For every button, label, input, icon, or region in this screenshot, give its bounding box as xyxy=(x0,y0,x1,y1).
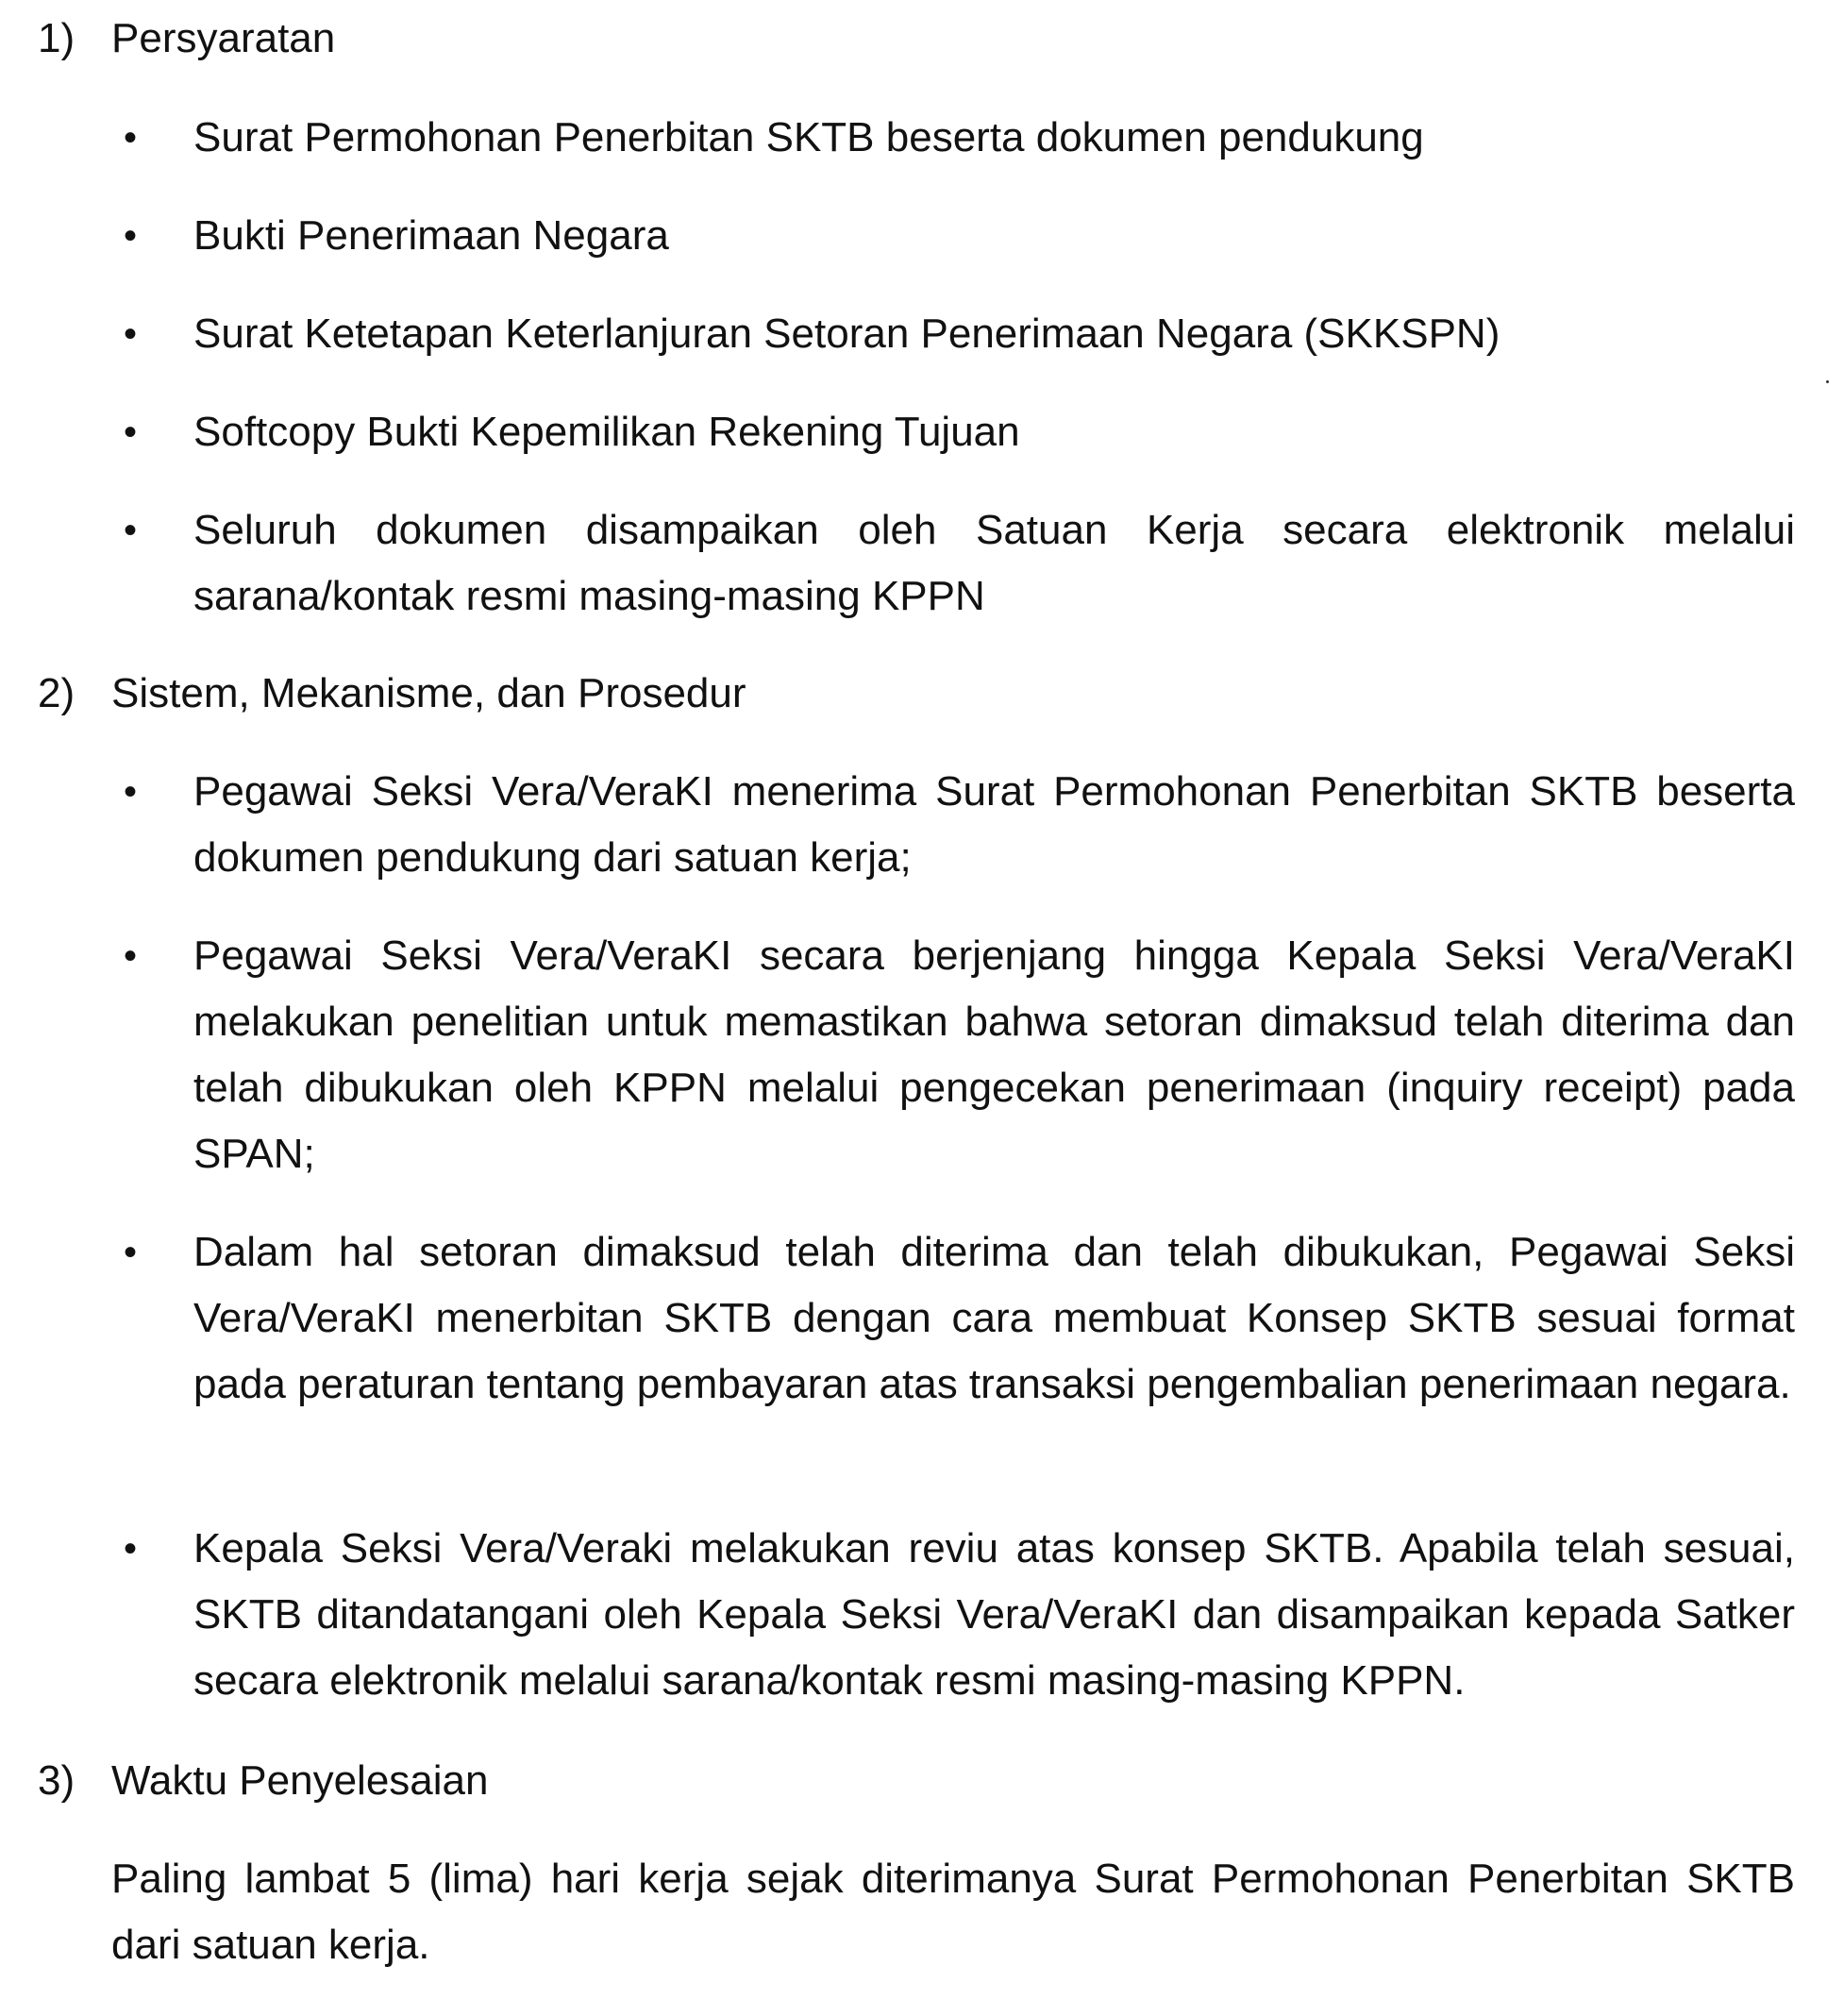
list-item: Pegawai Seksi Vera/VeraKI menerima Surat Permohonan Penerbitan SKTB beserta dokumen pendukung dari satuan kerja; xyxy=(193,768,1795,881)
bullet-icon: • xyxy=(124,412,138,453)
section-number: 1) xyxy=(38,15,75,61)
bullet-icon: • xyxy=(124,935,138,977)
section-heading-prosedur xyxy=(38,661,746,727)
section-title: Persyaratan xyxy=(111,15,336,61)
list-item: Dalam hal setoran dimaksud telah diterima dan telah dibukukan, Pegawai Seksi Vera/VeraKI menerbitan SKTB dengan cara membuat Konsep SKTB sesuai format pada peraturan tentang pembayaran atas transaksi pengembalian penerimaan negara. xyxy=(193,1229,1795,1407)
section-number: 2) xyxy=(38,670,75,716)
list-item: Surat Permohonan Penerbitan SKTB beserta dokumen pendukung xyxy=(193,114,1424,160)
section-heading-persyaratan xyxy=(38,6,335,72)
paragraph: Paling lambat 5 (lima) hari kerja sejak diterimanya Surat Permohonan Penerbitan SKTB dari satuan kerja. xyxy=(111,1856,1795,1968)
section-heading-waktu xyxy=(38,1748,488,1814)
speck-mark xyxy=(1826,380,1829,383)
list-item: Bukti Penerimaan Negara xyxy=(193,212,669,259)
list-item: Softcopy Bukti Kepemilikan Rekening Tujuan xyxy=(193,409,1020,455)
bullet-icon: • xyxy=(124,771,138,813)
list-item: Seluruh dokumen disampaikan oleh Satuan Kerja secara elektronik melalui sarana/kontak resmi masing-masing KPPN xyxy=(193,507,1795,619)
bullet-icon: • xyxy=(124,313,138,355)
bullet-icon: • xyxy=(124,1528,138,1570)
bullet-icon: • xyxy=(124,215,138,257)
bullet-icon: • xyxy=(124,117,138,159)
list-item: Surat Ketetapan Keterlanjuran Setoran Penerimaan Negara (SKKSPN) xyxy=(193,311,1500,357)
list-item: Kepala Seksi Vera/Veraki melakukan reviu atas konsep SKTB. Apabila telah sesuai, SKTB ditandatangani oleh Kepala Seksi Vera/VeraKI dan disampaikan kepada Satker secara elektronik melalui sarana/kontak resmi masing-masing KPPN. xyxy=(193,1525,1795,1704)
section-title: Waktu Penyelesaian xyxy=(111,1757,489,1804)
section-title: Sistem, Mekanisme, dan Prosedur xyxy=(111,670,746,716)
bullet-icon: • xyxy=(124,510,138,551)
section-number: 3) xyxy=(38,1757,75,1804)
list-item: Pegawai Seksi Vera/VeraKI secara berjenjang hingga Kepala Seksi Vera/VeraKI melakukan penelitian untuk memastikan bahwa setoran dimaksud telah diterima dan telah dibukukan oleh KPPN melalui pengecekan penerimaan (inquiry receipt) pada SPAN; xyxy=(193,932,1795,1177)
bullet-icon: • xyxy=(124,1232,138,1273)
